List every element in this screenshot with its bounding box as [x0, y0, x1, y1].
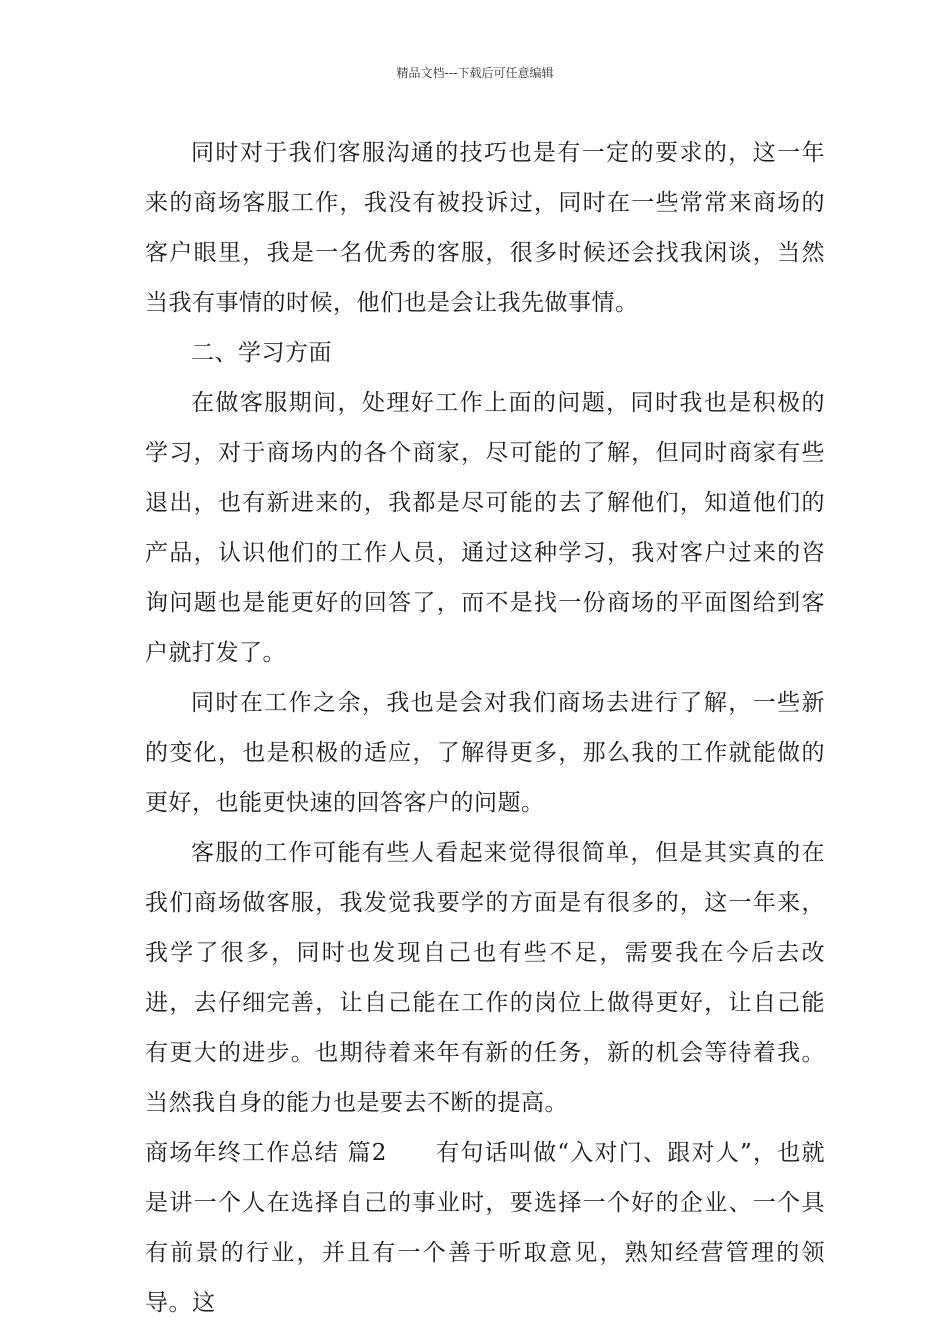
document-body — [145, 128, 825, 1328]
paragraph-learning: 在做客服期间，处理好工作上面的问题，同时我也是积极的学习，对于商场内的各个商家，尽可能的了解，但同时商家有些退出，也有新进来的，我都是尽可能的去了解他们，知道他们的产品，认识他们的工作人员，通过这种学习，我对客户过来的咨询问题也是能更好的回答了，而不是找一份商场的平面图给到客户就打发了。 — [145, 390, 825, 666]
section-heading-learning: 二、学习方面 — [191, 340, 332, 366]
paragraph-reflection: 客服的工作可能有些人看起来觉得很简单，但是其实真的在我们商场做客服，我发觉我要学的方面是有很多的，这一年来，我学了很多，同时也发现自己也有些不足，需要我在今后去改进，去仔细完善，让自己能在工作的岗位上做得更好，让自己能有更大的进步。也期待着来年有新的任务，新的机会等待着我。当然我自身的能力也是要去不断的提高。 — [145, 840, 825, 1116]
paragraph-adapting: 同时在工作之余，我也是会对我们商场去进行了解，一些新的变化，也是积极的适应，了解得更多，那么我的工作就能做的更好，也能更快速的回答客户的问题。 — [145, 690, 825, 816]
paragraph-customer-service: 同时对于我们客服沟通的技巧也是有一定的要求的，这一年来的商场客服工作，我没有被投诉过，同时在一些常常来商场的客户眼里，我是一名优秀的客服，很多时候还会找我闲谈，当然当我有事情的时候，他们也是会让我先做事情。 — [145, 140, 825, 316]
paragraph-summary-part2: 商场年终工作总结 篇2 有句话叫做“入对门、跟对人”，也就是讲一个人在选择自己的事业时，要选择一个好的企业、一个具有前景的行业，并且有一个善于听取意见，熟知经营管理的领导。这 — [145, 1140, 825, 1316]
page-header: 精品文档---下载后可任意编辑 — [396, 66, 554, 80]
